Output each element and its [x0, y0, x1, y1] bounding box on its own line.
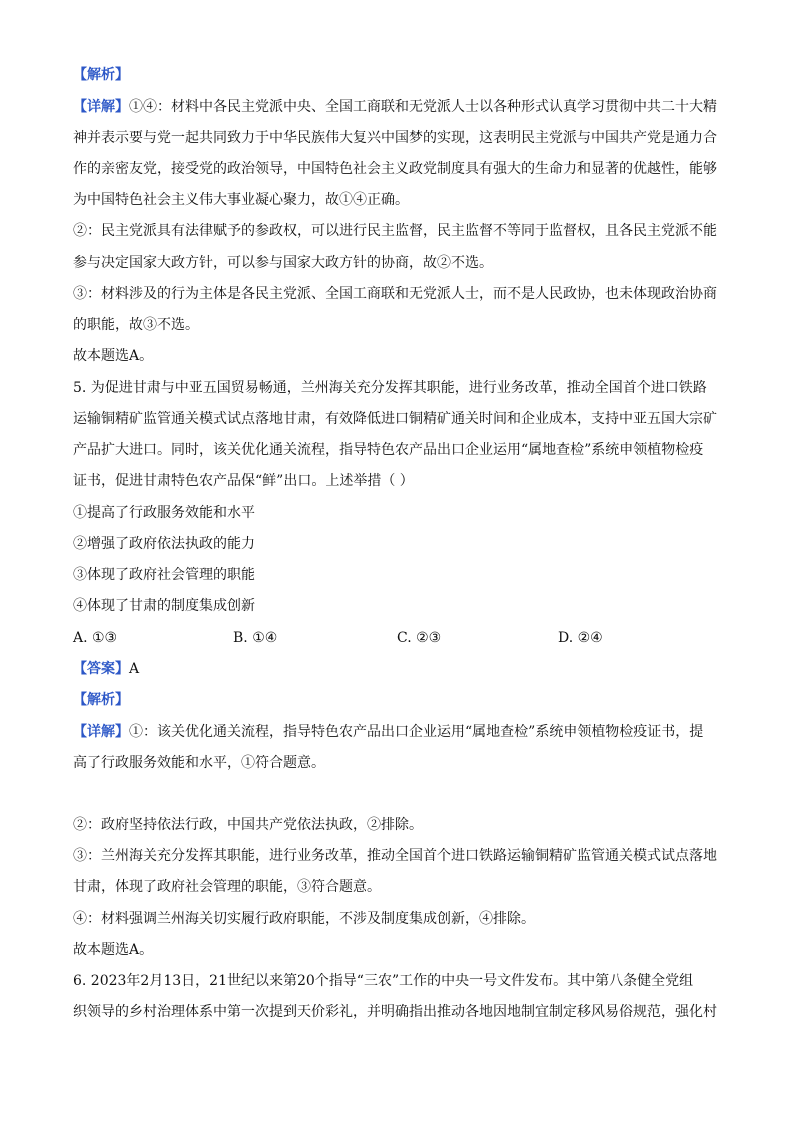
text-line: ②：政府坚持依法行政，中国共产党依法执政，②排除。 — [73, 817, 423, 833]
option-d: D. ②④ — [558, 630, 603, 646]
detail-line: 【详解】①：该关优化通关流程，指导特色农产品出口企业运用“属地查检”系统申领植物检疫证书，提 — [73, 724, 704, 740]
option-b: B. ①④ — [233, 630, 278, 646]
text-line: 高了行政服务效能和水平，①符合题意。 — [73, 755, 325, 771]
detail-tag: 【详解】 — [73, 99, 129, 115]
conclusion: 故本题选A。 — [73, 348, 154, 364]
statement-item: ③体现了政府社会管理的职能 — [73, 567, 255, 583]
question-6-line: 6. 2023年2月13日，21世纪以来第20个指导“三农”工作的中央一号文件发布。其中第八条健全党组 — [73, 973, 694, 989]
question-5-line: 证书，促进甘肃特色农产品保“鲜”出口。上述举措（ ） — [73, 473, 414, 489]
answer-tag: 【答案】 — [73, 661, 129, 677]
question-5-line: 产品扩大进口。同时，该关优化通关流程，指导特色农产品出口企业运用“属地查检”系统申领植物检疫 — [73, 442, 704, 458]
detail-line: 【详解】①④：材料中各民主党派中央、全国工商联和无党派人士以各种形式认真学习贯彻中共二十大精 — [73, 99, 717, 115]
answer-line — [73, 659, 723, 679]
text-line: 的职能，故③不选。 — [73, 317, 199, 333]
text-line: ③：兰州海关充分发挥其职能，进行业务改革，推动全国首个进口铁路运输铜精矿监管通关模式试点落地 — [73, 848, 717, 864]
text-line: 甘肃，体现了政府社会管理的职能，③符合题意。 — [73, 879, 381, 895]
text-line: ②：民主党派具有法律赋予的参政权，可以进行民主监督，民主监督不等同于监督权，且各民主党派不能 — [73, 223, 717, 239]
text-line: ④：材料强调兰州海关切实履行政府职能，不涉及制度集成创新，④排除。 — [73, 911, 535, 927]
option-c: C. ②③ — [397, 630, 442, 646]
text-line: 为中国特色社会主义伟大事业凝心聚力，故①④正确。 — [73, 192, 409, 208]
question-6-line: 织领导的乡村治理体系中第一次提到天价彩礼，并明确指出推动各地因地制宜制定移风易俗规范，强化村 — [73, 1004, 717, 1020]
analysis-heading: 【解析】 — [73, 67, 129, 83]
detail-tag: 【详解】 — [73, 724, 129, 740]
text-line: 神并表示要与党一起共同致力于中华民族伟大复兴中国梦的实现，这表明民主党派与中国共产党是通力合 — [73, 130, 717, 146]
analysis-heading: 【解析】 — [73, 692, 129, 708]
question-5-line: 运输铜精矿监管通关模式试点落地甘肃，有效降低进口铜精矿通关时间和企业成本，支持中亚五国大宗矿 — [73, 411, 717, 427]
text-line: ③：材料涉及的行为主体是各民主党派、全国工商联和无党派人士，而不是人民政协，也未体现政治协商 — [73, 286, 717, 302]
statement-item: ①提高了行政服务效能和水平 — [73, 505, 255, 521]
conclusion: 故本题选A。 — [73, 942, 154, 958]
answer-value: A — [129, 661, 140, 677]
text-line: 参与决定国家大政方针，可以参与国家大政方针的协商，故②不选。 — [73, 255, 493, 271]
question-5-line: 5. 为促进甘肃与中亚五国贸易畅通，兰州海关充分发挥其职能，进行业务改革，推动全国首个进口铁路 — [73, 380, 707, 396]
option-a: A. ①③ — [73, 630, 118, 646]
statement-item: ②增强了政府依法执政的能力 — [73, 536, 255, 552]
statement-item: ④体现了甘肃的制度集成创新 — [73, 598, 255, 614]
text-line: 作的亲密友党，接受党的政治领导，中国特色社会主义政党制度具有强大的生命力和显著的优越性，能够 — [73, 161, 717, 177]
